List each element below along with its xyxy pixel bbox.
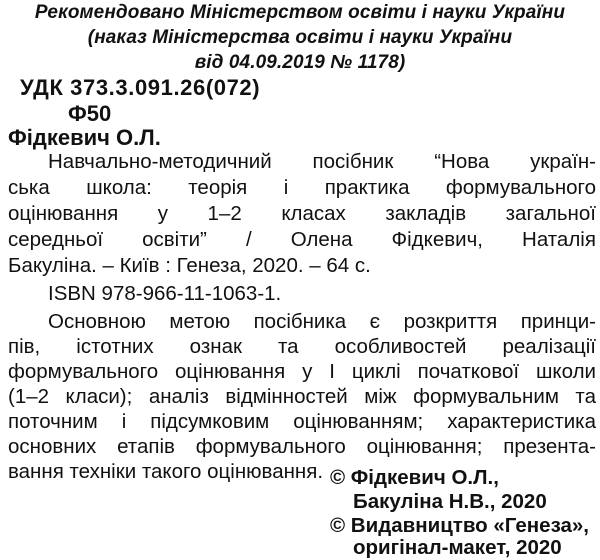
annotation-line: пів, істотних ознак та особливостей реалізації: [8, 335, 596, 358]
annotation-line: основних етапів формувального оцінювання; презента-: [8, 435, 596, 458]
recommendation-line-3: від 04.09.2019 № 1178): [194, 52, 406, 73]
classification-code: Ф50: [68, 101, 112, 126]
annotation-line-last: вання техніки такого оцінювання.: [8, 460, 324, 483]
copyright-line-2: Бакуліна Н.В., 2020: [353, 490, 547, 513]
description-line: ська школа: теорія і практика формувального: [8, 176, 596, 199]
recommendation-line-2: (наказ Міністерства освіти і науки України: [87, 27, 513, 48]
udk-code: УДК 373.3.091.26(072): [20, 75, 261, 100]
recommendation-line-1: Рекомендовано Міністерством освіти і науки України: [34, 2, 566, 23]
description-line: середньої освіти” / Олена Фідкевич, Наталія: [8, 228, 596, 251]
copyright-line-4: оригінал-макет, 2020: [353, 536, 562, 559]
description-line-last: Бакуліна. – Київ : Генеза, 2020. – 64 с.: [8, 254, 371, 277]
annotation-line: (1–2 класи); аналіз відмінностей між формувальним та: [8, 385, 596, 408]
author-heading: Фідкевич О.Л.: [8, 125, 161, 150]
annotation-line: Основною метою посібника є розкриття принци-: [48, 310, 596, 333]
description-line: Навчально-методичний посібник “Нова україн-: [48, 150, 596, 173]
annotation-line: формувального оцінювання у І циклі початкової школи: [8, 360, 596, 383]
description-line: оцінювання у 1–2 класах закладів загальної: [8, 202, 596, 225]
isbn: ISBN 978-966-11-1063-1.: [48, 282, 282, 305]
annotation-line: поточним і підсумковим оцінюванням; характеристика: [8, 410, 596, 433]
copyright-line-3: © Видавництво «Генеза»,: [330, 514, 589, 537]
copyright-line-1: © Фідкевич О.Л.,: [330, 466, 499, 489]
